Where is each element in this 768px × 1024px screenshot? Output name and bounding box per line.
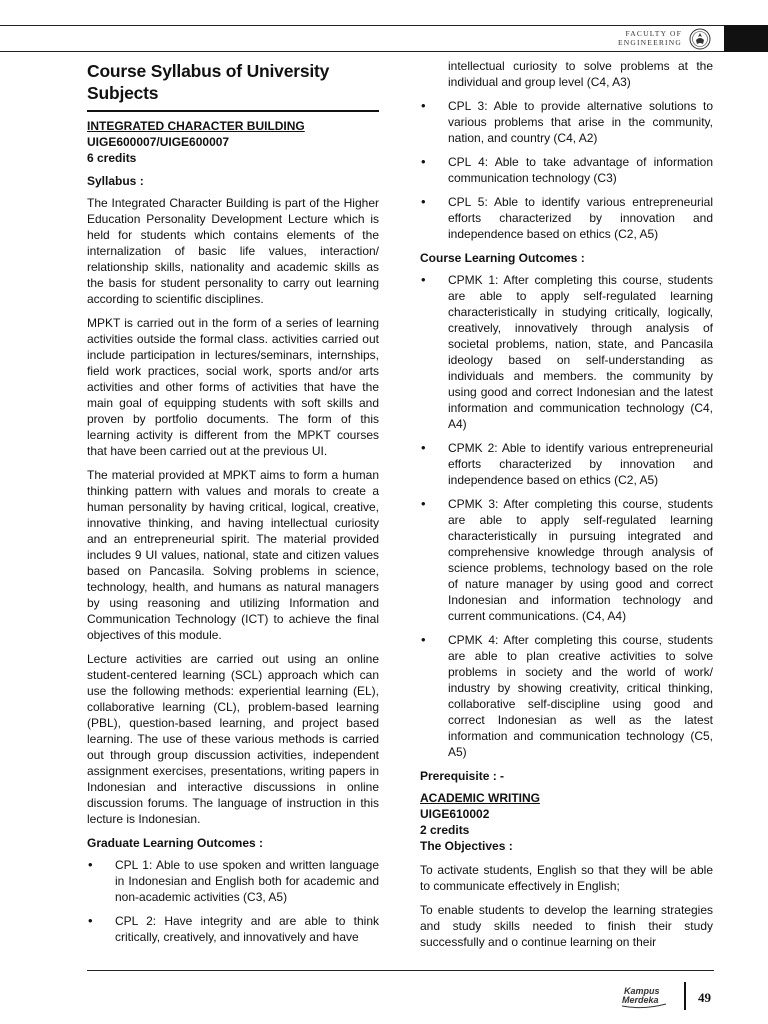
list-item: • CPMK 1: After completing this course, students are able to apply self-regulated learning characteristically in studying critically, logically, creatively, innovatively through analysis of societal problems, nation, state, and Pancasila ideology based on self-understanding as individuals and members. the community by using good and correct Indonesian and the latest information and communication technology (C4, A4) (420, 272, 713, 432)
prerequisite-label: Prerequisite : - (420, 769, 505, 783)
title-rule (87, 110, 379, 112)
syllabus-paragraph-4: Lecture activities are carried out using an online student-centered learning (SCL) approach which can use the following methods: experiential learning (EL), collaborative learning (CL), problem-based learning (PBL), question-based learning, and project based learning. The use of these various methods is carried out through group discussion activities, independent assignment exercises, presentations, writing papers in Indonesian and interactive discussions in online discussion forums. The language of instruction in this lecture is Indonesian. (87, 652, 379, 826)
syllabus-label: Syllabus : (87, 174, 144, 188)
header-bottom-rule (0, 51, 724, 52)
graduate-outcomes-list (87, 857, 379, 945)
cpl2-continued: intellectual curiosity to solve problems at the individual and group level (C4, A3) (448, 59, 713, 89)
footer-rule (87, 970, 714, 971)
right-column (420, 58, 713, 958)
list-item: • CPL 2: Have integrity and are able to think critically, creatively, and innovatively and have (87, 913, 379, 945)
logo-line1: Kampus (624, 986, 660, 996)
objective-1: To activate students, English so that they will be able to communicate effectively in English; (420, 863, 713, 893)
footer-separator (684, 982, 686, 1010)
graduate-outcomes-label: Graduate Learning Outcomes : (87, 836, 264, 850)
page-title: Course Syllabus of University Subjects (87, 61, 330, 103)
syllabus-paragraph-3: The material provided at MPKT aims to form a human thinking pattern with values and morals to create a human personality by having critical, logical, creative, innovative thinking, and having intellectual curiosity and an entrepreneurial spirit. The material provided includes 9 UI values, national, state and citizen values based on Pancasila. Solving problems in science, technology, health, and humans as natural managers by using reasoning and utilizing Information and Communication Technology (ICT) to achieve the final objectives of this module. (87, 468, 379, 642)
university-seal-icon (689, 28, 711, 50)
course2-credits: 2 credits (420, 823, 470, 837)
kampus-merdeka-logo (620, 982, 668, 1010)
objective-2: To enable students to develop the learning strategies and study skills needed to finish their study successfully and o continue learning on their (420, 903, 713, 949)
list-item: • CPMK 3: After completing this course, students are able to apply self-regulated learning characteristically in pursuing integrated and comprehensive knowledge through analysis of science problems, technology based on the role of nature manager by using good and correct Indonesian and information technology and current communications. (C4, A4) (420, 496, 713, 624)
list-item: • CPMK 4: After completing this course, students are able to plan creative activities to solve problems in society and the world of work/ industry by showing creativity, critical thinking, collaborative self-discipline using good and correct Indonesian as well as the latest information and communication technology (C5, A5) (420, 632, 713, 760)
list-item: • CPL 1: Able to use spoken and written language in Indonesian and English both for academic and non-academic activities (C3, A5) (87, 857, 379, 905)
header-black-block (724, 25, 768, 52)
logo-line2: Merdeka (622, 995, 659, 1005)
list-item: • CPL 5: Able to identify various entrepreneurial efforts characterized by innovation and independence based on ethics (C2, A5) (420, 194, 713, 242)
course2-code: UIGE610002 (420, 807, 490, 821)
course2-name: ACADEMIC WRITING (420, 791, 540, 805)
faculty-line2: ENGINEERING (617, 38, 682, 47)
course1-code: UIGE600007/UIGE600007 (87, 135, 230, 149)
list-item: • CPL 3: Able to provide alternative solutions to various problems that arise in the community, nation, and country (C4, A2) (420, 98, 713, 146)
graduate-outcomes-list-continued (420, 98, 713, 242)
objectives-label: The Objectives : (420, 839, 513, 853)
faculty-line1: FACULTY OF (625, 29, 682, 38)
course-outcomes-label: Course Learning Outcomes : (420, 251, 585, 265)
page-number: 49 (698, 990, 711, 1005)
left-column (87, 58, 379, 953)
list-item: • CPL 4: Able to take advantage of information communication technology (C3) (420, 154, 713, 186)
faculty-label (612, 29, 682, 47)
list-item: • CPMK 2: Able to identify various entrepreneurial efforts characterized by innovation and independence based on ethics (C2, A5) (420, 440, 713, 488)
course1-name: INTEGRATED CHARACTER BUILDING (87, 119, 305, 133)
course-outcomes-list (420, 272, 713, 760)
course1-credits: 6 credits (87, 151, 137, 165)
syllabus-paragraph-1: The Integrated Character Building is part of the Higher Education Personality Development Lecture which is held for students which contains elements of the internalization of basic life values, interaction/ relationship skills, nationality and academic skills as the basis for student personality to carry out learning according to scientific disciplines. (87, 196, 379, 306)
header-top-rule (0, 25, 724, 26)
syllabus-paragraph-2: MPKT is carried out in the form of a series of learning activities outside the formal class. activities carried out include participation in lectures/seminars, internships, field work practices, social work, sports and/or arts activities and other forms of activities that have the main goal of equipping students with soft skills and proven by portfolio documents. The form of this learning activity is different from the MPKT courses that have been carried out at the previous UI. (87, 316, 379, 458)
